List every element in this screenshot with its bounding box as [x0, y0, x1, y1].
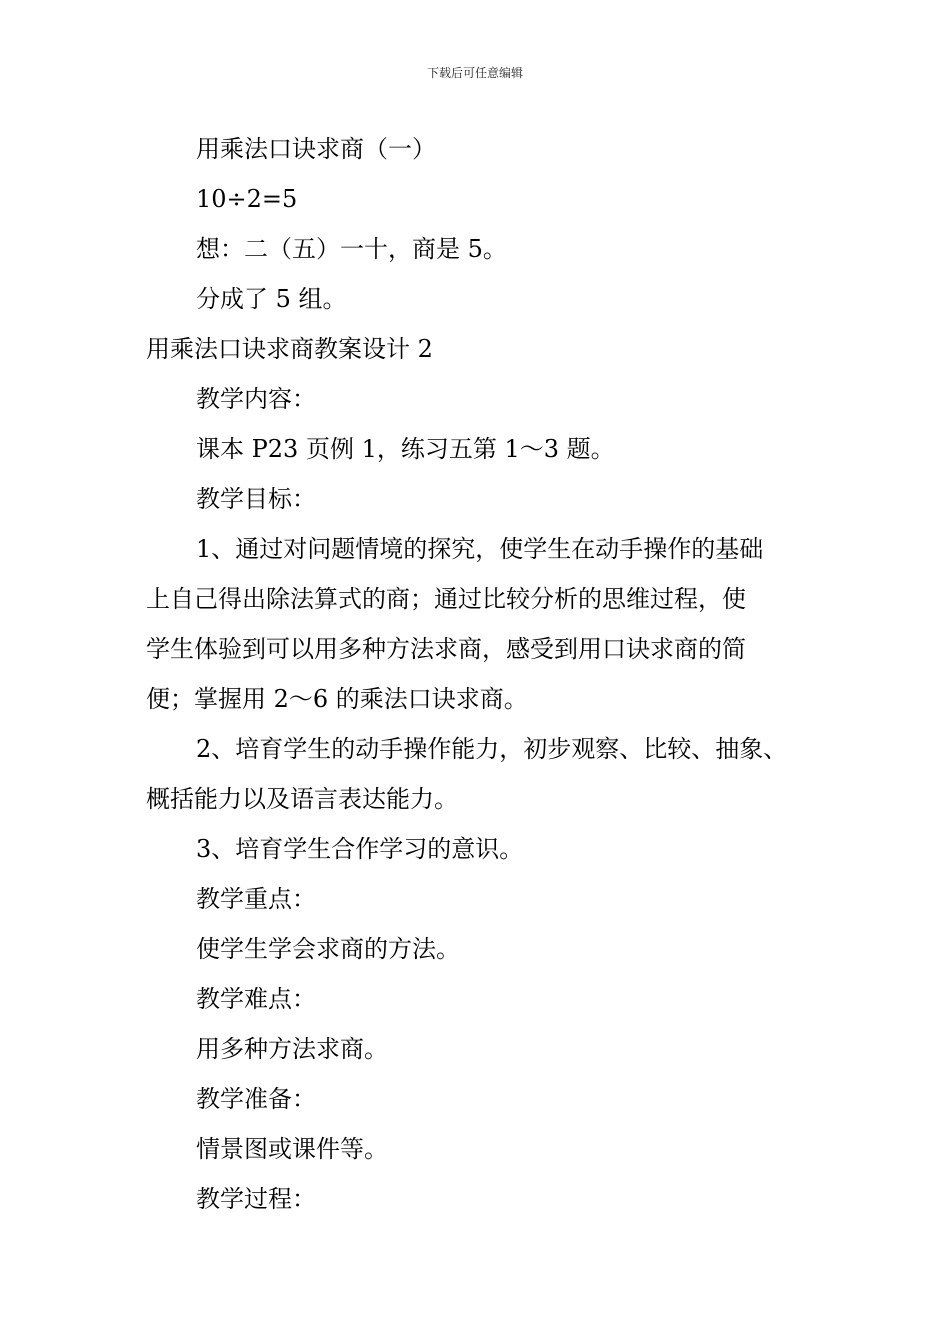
paragraph: 上自己得出除法算式的商；通过比较分析的思维过程，使 — [146, 585, 746, 613]
equation: 10÷2=5 — [196, 185, 298, 213]
paragraph: 情景图或课件等。 — [196, 1135, 388, 1163]
paragraph: 概括能力以及语言表达能力。 — [146, 785, 458, 813]
paragraph: 2、培育学生的动手操作能力，初步观察、比较、抽象、 — [196, 735, 788, 763]
paragraph: 用多种方法求商。 — [196, 1035, 388, 1063]
paragraph: 课本 P23 页例 1，练习五第 1～3 题。 — [196, 435, 615, 463]
heading: 教学过程： — [196, 1185, 316, 1213]
heading: 教学目标： — [196, 485, 316, 513]
paragraph: 便；掌握用 2～6 的乘法口诀求商。 — [146, 685, 528, 713]
page-header: 下载后可任意编辑 — [426, 66, 523, 80]
heading: 教学内容： — [196, 385, 316, 413]
section-title: 用乘法口诀求商教案设计 2 — [146, 335, 433, 363]
heading: 教学准备： — [196, 1085, 316, 1113]
heading: 教学难点： — [196, 985, 316, 1013]
paragraph: 想：二（五）一十，商是 5。 — [196, 235, 507, 263]
heading: 教学重点： — [196, 885, 316, 913]
paragraph: 1、通过对问题情境的探究，使学生在动手操作的基础 — [196, 535, 764, 563]
paragraph: 学生体验到可以用多种方法求商，感受到用口诀求商的简 — [146, 635, 746, 663]
paragraph: 使学生学会求商的方法。 — [196, 935, 460, 963]
section-subtitle: 用乘法口诀求商（一） — [196, 135, 436, 163]
paragraph: 分成了 5 组。 — [196, 285, 347, 313]
paragraph: 3、培育学生合作学习的意识。 — [196, 835, 524, 863]
